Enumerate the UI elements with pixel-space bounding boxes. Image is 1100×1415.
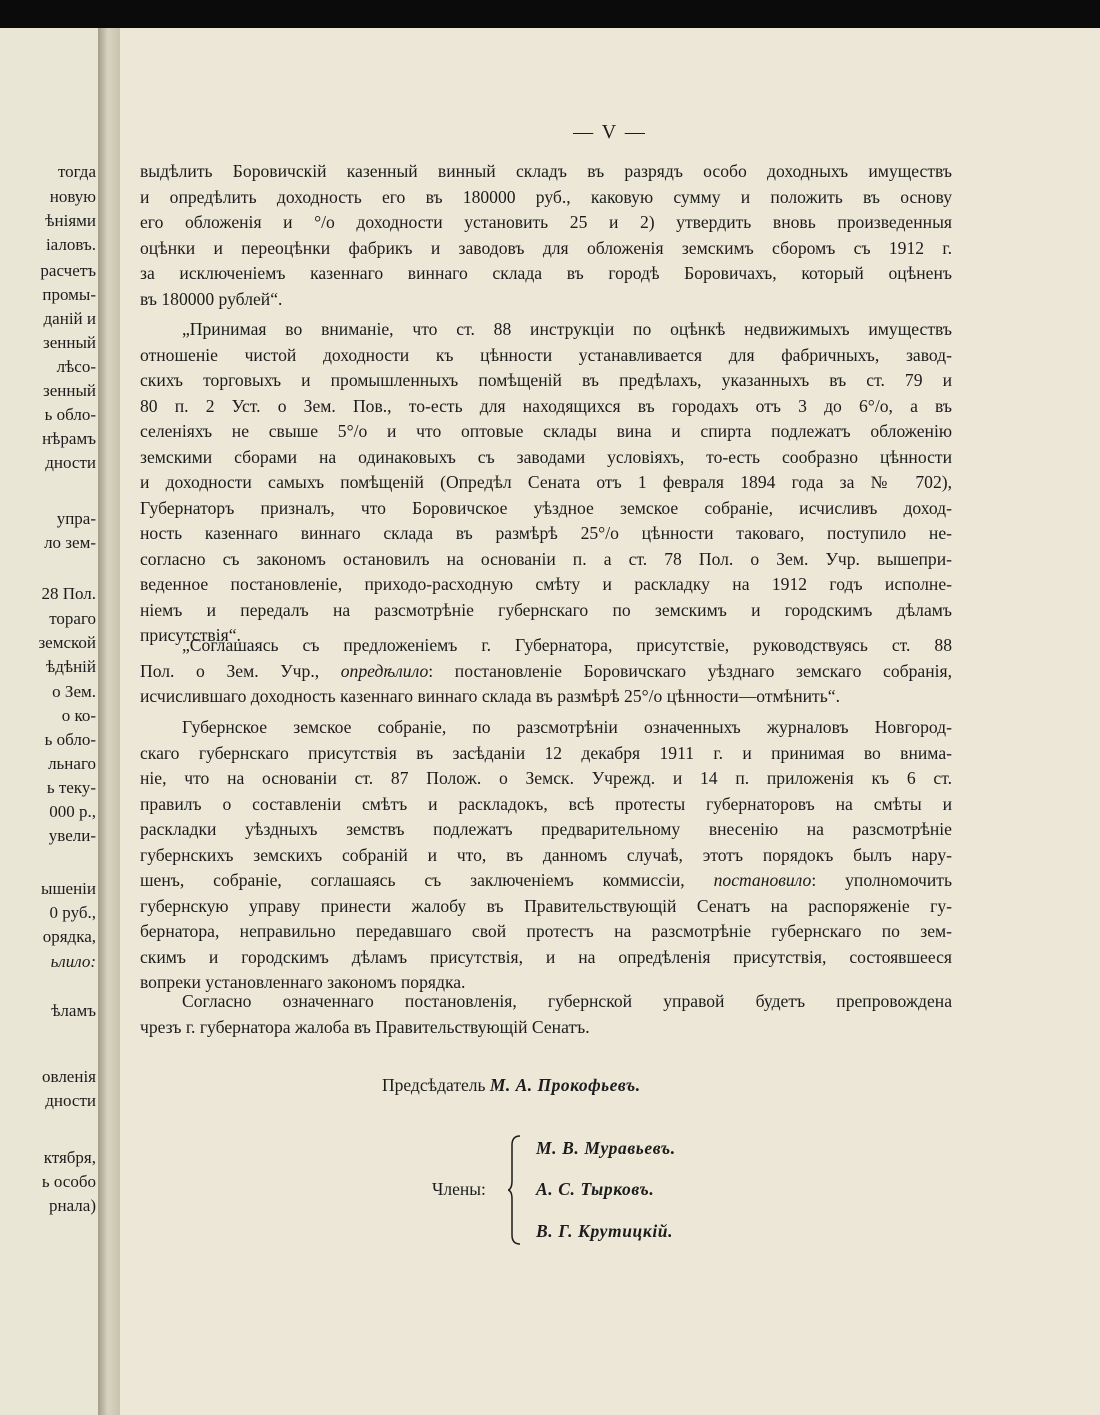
left-fragment: ѣдѣній — [45, 657, 96, 676]
left-fragment: ышеніи — [41, 879, 96, 898]
left-fragment: ьлило: — [50, 952, 96, 971]
text-line: земскими сборами на одинаковыхъ съ заводами условіяхъ, то-есть сообразно цѣнности — [140, 446, 952, 467]
text-line: и опредѣлить доходность его въ 180000 руб., каковую сумму и положить въ основу — [140, 186, 952, 207]
text-line: отношеніе чистой доходности къ цѣнности устанавливается для фабричныхъ, завод- — [140, 344, 952, 365]
chairman-label: Предсѣдатель — [382, 1075, 486, 1095]
left-fragment: даній и — [43, 309, 96, 328]
left-fragment: 0 руб., — [49, 903, 96, 922]
text-segment: : уполномочить — [811, 870, 953, 890]
text-line: и доходности самыхъ помѣщеній (Опредѣл Сената отъ 1 февраля 1894 года за № 702), — [140, 472, 952, 492]
text-line: чрезъ г. губернатора жалоба въ Правительствующій Сенатъ. — [140, 1016, 590, 1037]
left-fragment: іаловъ. — [45, 235, 96, 254]
paragraph-5 — [140, 989, 952, 1040]
left-fragment: о Зем. — [52, 682, 96, 701]
paragraph-2 — [140, 317, 952, 649]
left-fragment: расчетъ — [40, 261, 96, 280]
text-line: губернскихъ земскихъ собраній и что, въ данномъ случаѣ, этотъ порядокъ былъ нару- — [140, 844, 952, 865]
page-number: — V — — [573, 121, 647, 143]
left-fragment: ь особо — [41, 1172, 96, 1191]
text-segment: : постановленіе Боровичскаго уѣзднаго земскаго собранія, — [428, 660, 952, 681]
left-fragment: 28 Пол. — [41, 584, 96, 603]
text-line: ніе, что на основаніи ст. 87 Полож. о Земск. Учрежд. и 14 п. приложенія къ 6 ст. — [140, 768, 952, 788]
text-line: скихъ торговыхъ и промышленныхъ помѣщеній въ предѣлахъ, указанныхъ въ ст. 79 и — [140, 370, 952, 390]
left-fragment: орядка, — [42, 927, 96, 946]
text-line: ность казеннаго виннаго склада въ размѣрѣ 25°/о цѣнности таковаго, поступило не- — [140, 523, 952, 543]
text-line: выдѣлить Боровичскій казенный винный складъ въ разрядъ особо доходныхъ имуществъ — [140, 161, 952, 181]
paragraph-3 — [140, 633, 952, 710]
text-line: ніемъ и передалъ на разсмотрѣніе губернскаго по земскимъ и городскимъ дѣламъ — [140, 599, 952, 620]
book-gutter — [98, 28, 120, 1415]
left-fragment: дности — [45, 453, 96, 472]
left-fragment: земской — [38, 633, 96, 652]
text-line: за исключеніемъ казеннаго виннаго склада въ городѣ Боровичахъ, который оцѣненъ — [140, 263, 952, 283]
left-fragment: рнала) — [49, 1196, 96, 1215]
left-fragment: ѣніями — [45, 211, 96, 230]
text-segment: шенъ, собраніе, соглашаясь съ заключеніемъ коммиссіи, — [140, 870, 714, 890]
text-line: вопреки установленнаго закономъ порядка. — [140, 972, 466, 992]
text-line: въ 180000 рублей“. — [140, 288, 283, 309]
left-fragment: нѣрамъ — [42, 429, 96, 448]
left-fragment: промы- — [42, 285, 96, 304]
chairman-signature — [382, 1075, 641, 1096]
text-line: „Соглашаясь съ предложеніемъ г. Губернатора, присутствіе, руководствуясь ст. 88 — [182, 635, 952, 655]
emphasis-resolved: постановило — [713, 870, 812, 890]
left-fragment: ѣламъ — [51, 1001, 96, 1020]
text-line: правилъ о составленіи смѣтъ и раскладокъ, всѣ протесты губернаторовъ на смѣты и — [140, 793, 952, 814]
left-fragment: упра- — [56, 509, 96, 528]
text-line: его обложенія и °/о доходности установить 25 и 2) утвердить вновь произведенныя — [140, 212, 952, 232]
chairman-name: М. А. Прокофьевъ. — [489, 1075, 641, 1095]
left-fragment: новую — [49, 187, 96, 206]
left-fragment: ло зем- — [44, 533, 96, 552]
text-line: веденное постановленіе, приходо-расходную смѣту и раскладку на 1912 годъ исполне- — [140, 574, 952, 594]
text-line: исчислившаго доходность казеннаго виннаго склада въ размѣрѣ 25°/о цѣнности—отмѣнить“. — [140, 686, 840, 706]
left-fragment: 000 р., — [49, 802, 96, 821]
left-fragment: ь обло- — [44, 405, 96, 424]
member-name: М. В. Муравьевъ. — [536, 1138, 676, 1158]
text-line: губернскую управу принести жалобу въ Правительствующій Сенатъ на распоряженіе гу- — [140, 895, 952, 916]
left-fragment: о ко- — [61, 706, 96, 725]
text-line: селеніяхъ не свыше 5°/о и что оптовые склады вина и спирта подлежатъ обложенію — [140, 421, 952, 441]
left-fragment: увели- — [48, 826, 96, 845]
left-fragment: ктября, — [43, 1148, 96, 1167]
text-line: Согласно означеннаго постановленія, губернской управой будетъ препровождена — [182, 991, 952, 1011]
text-segment: Пол. о Зем. Учр., — [140, 660, 341, 681]
text-line: бернатора, неправильно передавшаго свой протестъ на разсмотрѣніе губернскаго по зем- — [140, 921, 952, 941]
member-name: А. С. Тырковъ. — [536, 1179, 655, 1199]
left-page — [0, 28, 98, 1415]
paragraph-1 — [140, 159, 952, 312]
members-label: Члены: — [432, 1179, 486, 1199]
text-line: присутствія“. — [140, 625, 241, 645]
left-fragment: овленія — [42, 1067, 96, 1086]
left-fragment: лѣсо- — [56, 357, 96, 376]
text-line: оцѣнки и переоцѣнки фабрикъ и заводовъ для обложенія земскимъ сборомъ съ 1912 г. — [140, 237, 952, 258]
text-line: раскладки уѣздныхъ земствъ подлежатъ предварительному внесенію на разсмотрѣніе — [140, 819, 952, 839]
left-fragment: зенный — [43, 381, 96, 400]
text-line: Губернское земское собраніе, по разсмотрѣніи означенныхъ журналовъ Новгород- — [182, 717, 952, 737]
member-name: В. Г. Крутицкій. — [536, 1221, 674, 1241]
left-fragment: дности — [45, 1091, 96, 1110]
left-fragment: льнаго — [48, 754, 96, 773]
text-line: скимъ и городскимъ дѣламъ присутствія, и на опредѣленія присутствія, состоявшееся — [140, 946, 952, 967]
text-line — [140, 868, 952, 894]
emphasis-decided: опредѣлило — [340, 660, 429, 681]
paragraph-4 — [140, 715, 952, 996]
left-fragment: ь обло- — [44, 730, 96, 749]
left-fragment: тораго — [49, 609, 96, 628]
left-fragment: ь теку- — [46, 778, 96, 797]
members-brace — [508, 1135, 522, 1245]
text-line — [140, 659, 952, 685]
text-line: Губернаторъ призналъ, что Боровичское уѣздное земское собраніе, исчисливъ доход- — [140, 497, 952, 518]
text-line: согласно съ закономъ остановилъ на основаніи п. а ст. 78 Пол. о Зем. Учр. вышепри- — [140, 548, 952, 569]
left-fragment: зенный — [43, 333, 96, 352]
text-line: скаго губернскаго присутствія въ засѣданіи 12 декабря 1911 г. и принимая во внима- — [140, 742, 952, 763]
text-line: „Принимая во вниманіе, что ст. 88 инструкціи по оцѣнкѣ недвижимыхъ имуществъ — [182, 319, 952, 339]
right-page — [120, 28, 1100, 1415]
left-fragment: тогда — [57, 162, 96, 181]
text-line: 80 п. 2 Уст. о Зем. Пов., то-есть для находящихся въ городахъ отъ 3 до 6°/о, а въ — [140, 395, 952, 416]
